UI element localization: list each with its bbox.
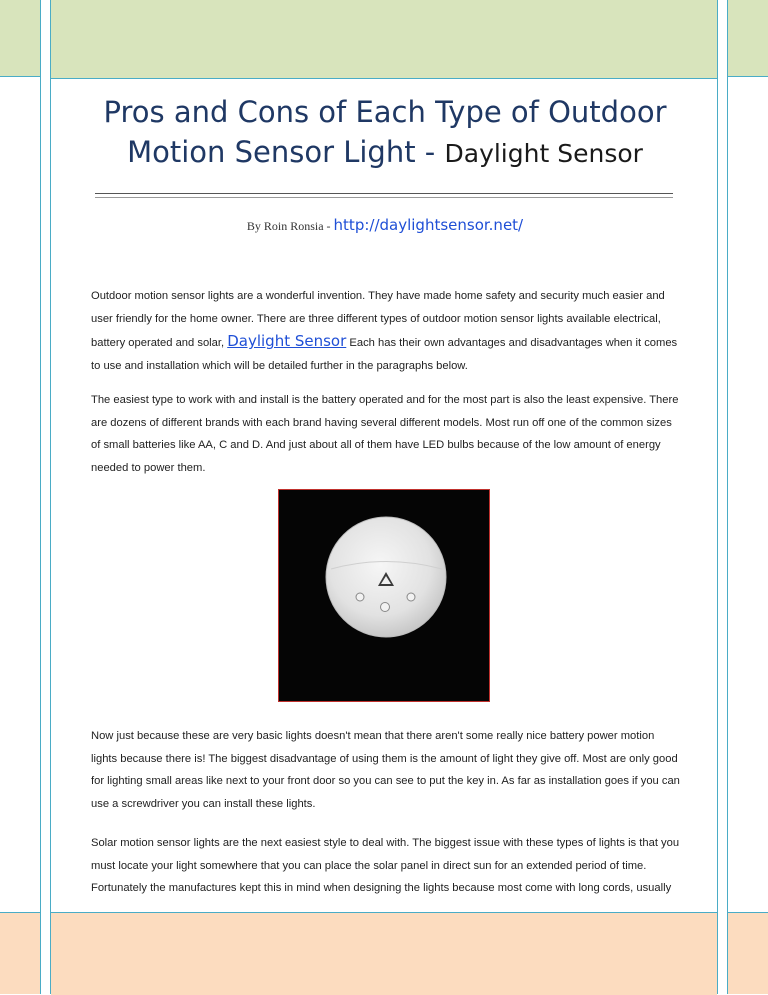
byline-author: By Roin Ronsia - [246, 219, 334, 233]
daylight-sensor-link[interactable]: Daylight Sensor [227, 332, 347, 351]
title-divider [95, 193, 673, 194]
paragraph-2: The easiest type to work with and install is the battery operated and for the most part is also the least expensive. There are dozens of different brands with each brand having several different models. Most run off one of the common sizes of small batteries like AA, C and D. And just about all of them have LED bulbs because of the low amount of energy needed to power them. [91, 394, 679, 474]
paragraph-1-end: Each has their own advantages and disadvantages when it comes to use and installation which will be detailed further in the paragraphs below. [91, 337, 678, 372]
right-page-margin [727, 0, 768, 994]
right-footer-band [728, 912, 768, 994]
byline [51, 216, 719, 234]
header-band [51, 0, 717, 79]
title-main: Pros and Cons of Each Type of Outdoor Motion Sensor Light - [103, 95, 667, 169]
byline-link[interactable]: http://daylightsensor.net/ [333, 216, 524, 234]
paragraph-3: Now just because these are very basic lights doesn't mean that there aren't some really nice battery power motion lights because there is! The biggest disadvantage of using them is the amount of light they give off. Most are only good for lighting small areas like next to your front door so you can see to put the key in. As far as installation goes if you can use a screwdriver you can install these lights. [91, 730, 680, 810]
motion-sensor-light-image [278, 489, 490, 702]
title-divider-secondary [95, 197, 673, 198]
right-header-band [728, 0, 768, 77]
left-header-band [0, 0, 40, 77]
paragraph-4: Solar motion sensor lights are the next easiest style to deal with. The biggest issue with these types of lights is that you must locate your light somewhere that you can place the solar panel in direct sun for an extended period of time. Fortunately the manufactures kept this in mind when designing the lights because most come with long cords, usually [91, 837, 680, 895]
page-title [51, 92, 719, 174]
paragraph-1 [91, 285, 681, 377]
document-page [50, 0, 718, 994]
paragraph-1-start: Outdoor motion sensor lights are a wonderful invention. They have made home safety and security much easier and user friendly for the home owner. There are three different types of outdoor motion sensor lights available electrical, battery operated and solar, [91, 290, 665, 350]
title-sub: Daylight Sensor [444, 139, 643, 168]
left-footer-band [0, 912, 40, 994]
motion-sensor-light-illustration [279, 490, 489, 701]
left-page-margin [0, 0, 41, 994]
footer-band [51, 912, 717, 995]
